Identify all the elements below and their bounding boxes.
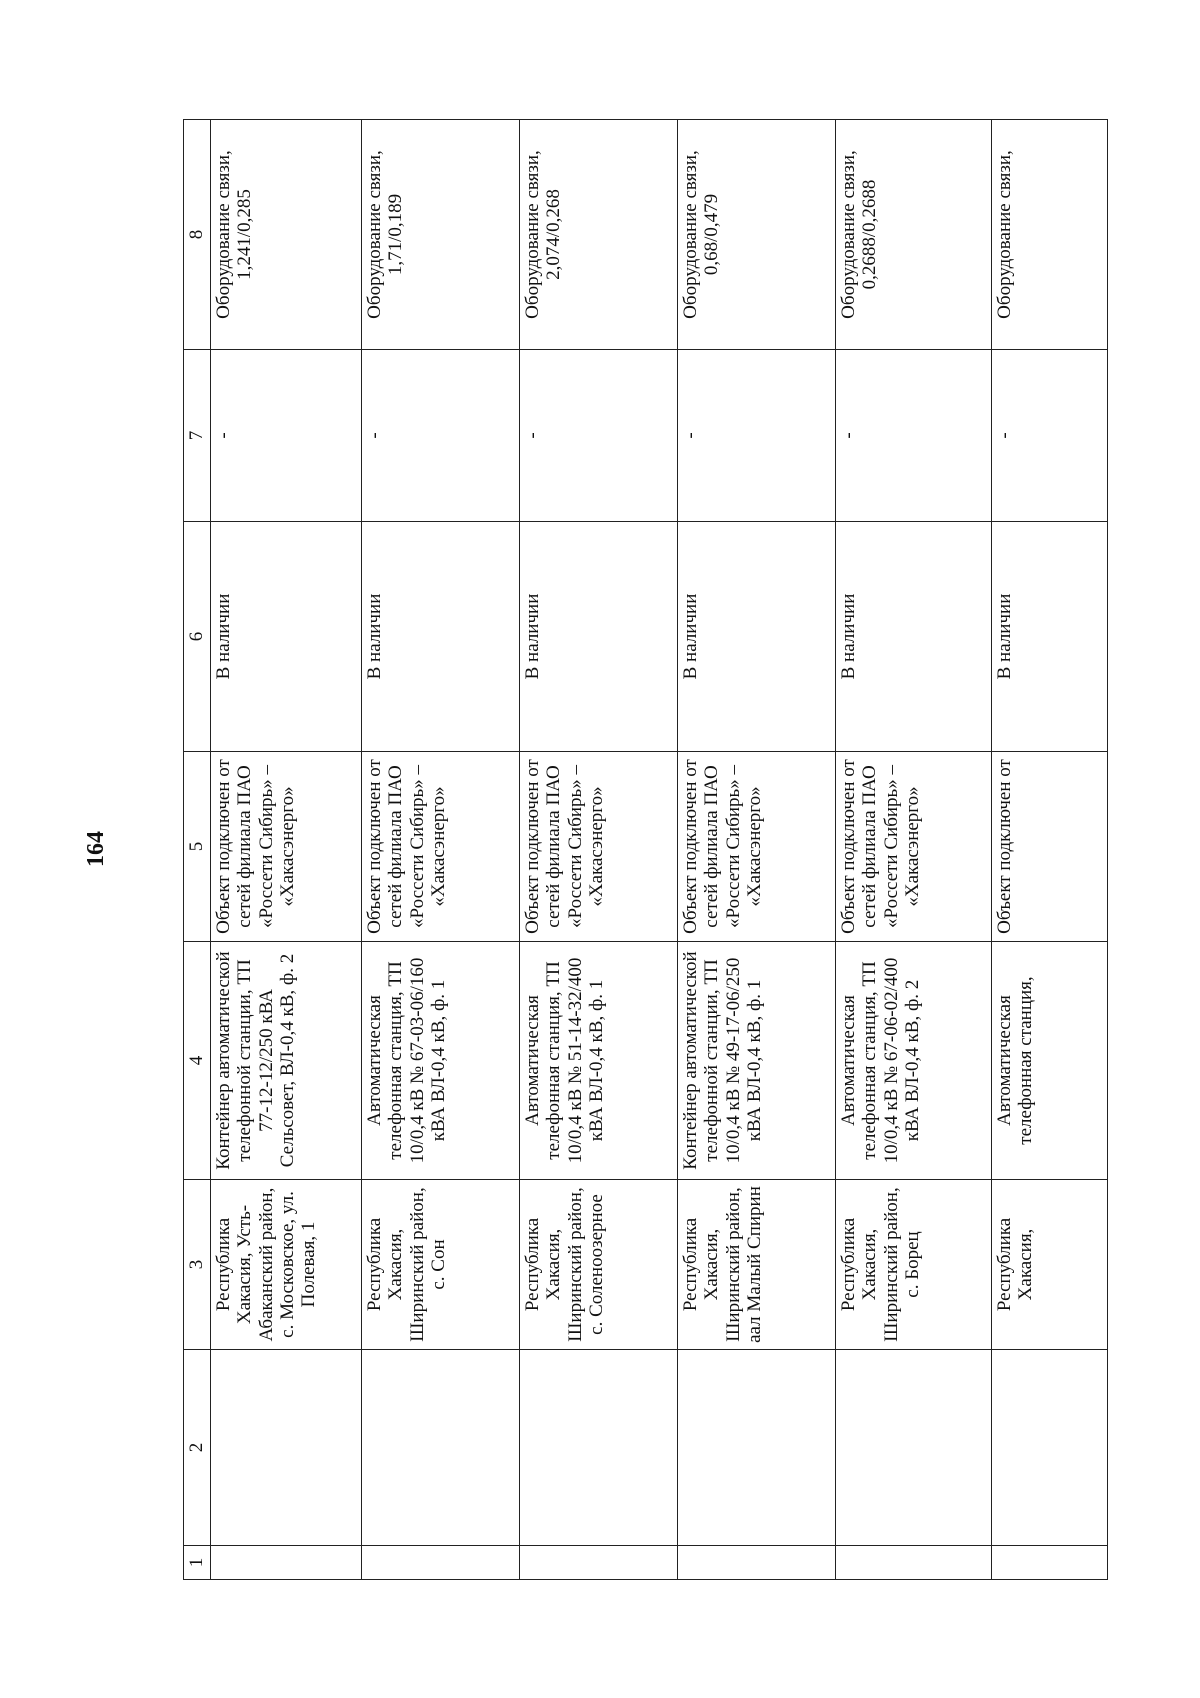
cell-col7: - [836,350,992,522]
cell-number [362,1546,520,1580]
cell-connection: Объект подключен от сетей филиала ПАО «Россети Сибирь» – «Хакасэнерго» [520,752,678,942]
header-col-4: 4 [184,942,211,1180]
cell-number [992,1546,1108,1580]
table-row [992,120,1108,1580]
cell-name [678,1350,836,1546]
cell-name [211,1350,362,1546]
header-col-1: 1 [184,1546,211,1580]
cell-object: Контейнер автоматической телефонной станции, ТП 77-12-12/250 кВА Сельсовет, ВЛ-0,4 кВ, ф. 2 [211,942,362,1180]
cell-equipment: Оборудование связи, 0,2688/0,2688 [836,120,992,350]
cell-col7: - [992,350,1108,522]
header-col-5: 5 [184,752,211,942]
cell-availability: В наличии [211,522,362,752]
cell-equipment: Оборудование связи, 2,074/0,268 [520,120,678,350]
cell-availability: В наличии [520,522,678,752]
cell-address: Республика Хакасия, [992,1180,1108,1350]
cell-availability: В наличии [362,522,520,752]
cell-equipment: Оборудование связи, 0,68/0,479 [678,120,836,350]
cell-number [836,1546,992,1580]
rotated-table-wrapper [183,120,1108,1580]
cell-equipment: Оборудование связи, [992,120,1108,350]
header-col-2: 2 [184,1350,211,1546]
cell-address: Республика Хакасия, Ширинский район, аал Малый Спирин [678,1180,836,1350]
cell-object: Автоматическая телефонная станция, [992,942,1108,1180]
cell-address: Республика Хакасия, Ширинский район, с. Соленоозерное [520,1180,678,1350]
cell-col7: - [520,350,678,522]
header-col-7: 7 [184,350,211,522]
cell-connection: Объект подключен от [992,752,1108,942]
cell-availability: В наличии [678,522,836,752]
cell-col7: - [678,350,836,522]
cell-connection: Объект подключен от сетей филиала ПАО «Россети Сибирь» – «Хакасэнерго» [836,752,992,942]
cell-object: Автоматическая телефонная станция, ТП 10/0,4 кВ № 51-14-32/400 кВА ВЛ-0,4 кВ, ф. 1 [520,942,678,1180]
cell-col7: - [211,350,362,522]
table-row [678,120,836,1580]
table-row [836,120,992,1580]
cell-address: Республика Хакасия, Усть-Абаканский район, с. Московское, ул. Полевая, 1 [211,1180,362,1350]
header-row [184,120,211,1580]
data-table [183,119,1108,1580]
cell-name [520,1350,678,1546]
cell-name [836,1350,992,1546]
cell-availability: В наличии [992,522,1108,752]
cell-address: Республика Хакасия, Ширинский район, с. Сон [362,1180,520,1350]
cell-connection: Объект подключен от сетей филиала ПАО «Россети Сибирь» – «Хакасэнерго» [362,752,520,942]
cell-address: Республика Хакасия, Ширинский район, с. Борец [836,1180,992,1350]
header-col-3: 3 [184,1180,211,1350]
cell-number [211,1546,362,1580]
cell-number [520,1546,678,1580]
cell-connection: Объект подключен от сетей филиала ПАО «Россети Сибирь» – «Хакасэнерго» [211,752,362,942]
cell-object: Контейнер автоматической телефонной станции, ТП 10/0,4 кВ № 49-17-06/250 кВА ВЛ-0,4 кВ, ф. 1 [678,942,836,1180]
table-row [211,120,362,1580]
cell-equipment: Оборудование связи, 1,241/0,285 [211,120,362,350]
cell-availability: В наличии [836,522,992,752]
cell-col7: - [362,350,520,522]
cell-name [992,1350,1108,1546]
cell-connection: Объект подключен от сетей филиала ПАО «Россети Сибирь» – «Хакасэнерго» [678,752,836,942]
table-row [362,120,520,1580]
cell-name [362,1350,520,1546]
cell-equipment: Оборудование связи, 1,71/0,189 [362,120,520,350]
header-col-8: 8 [184,120,211,350]
page-number: 164 [83,831,109,867]
cell-object: Автоматическая телефонная станция, ТП 10/0,4 кВ № 67-03-06/160 кВА ВЛ-0,4 кВ, ф. 1 [362,942,520,1180]
header-col-6: 6 [184,522,211,752]
cell-object: Автоматическая телефонная станция, ТП 10/0,4 кВ № 67-06-02/400 кВА ВЛ-0,4 кВ, ф. 2 [836,942,992,1180]
cell-number [678,1546,836,1580]
table-row [520,120,678,1580]
